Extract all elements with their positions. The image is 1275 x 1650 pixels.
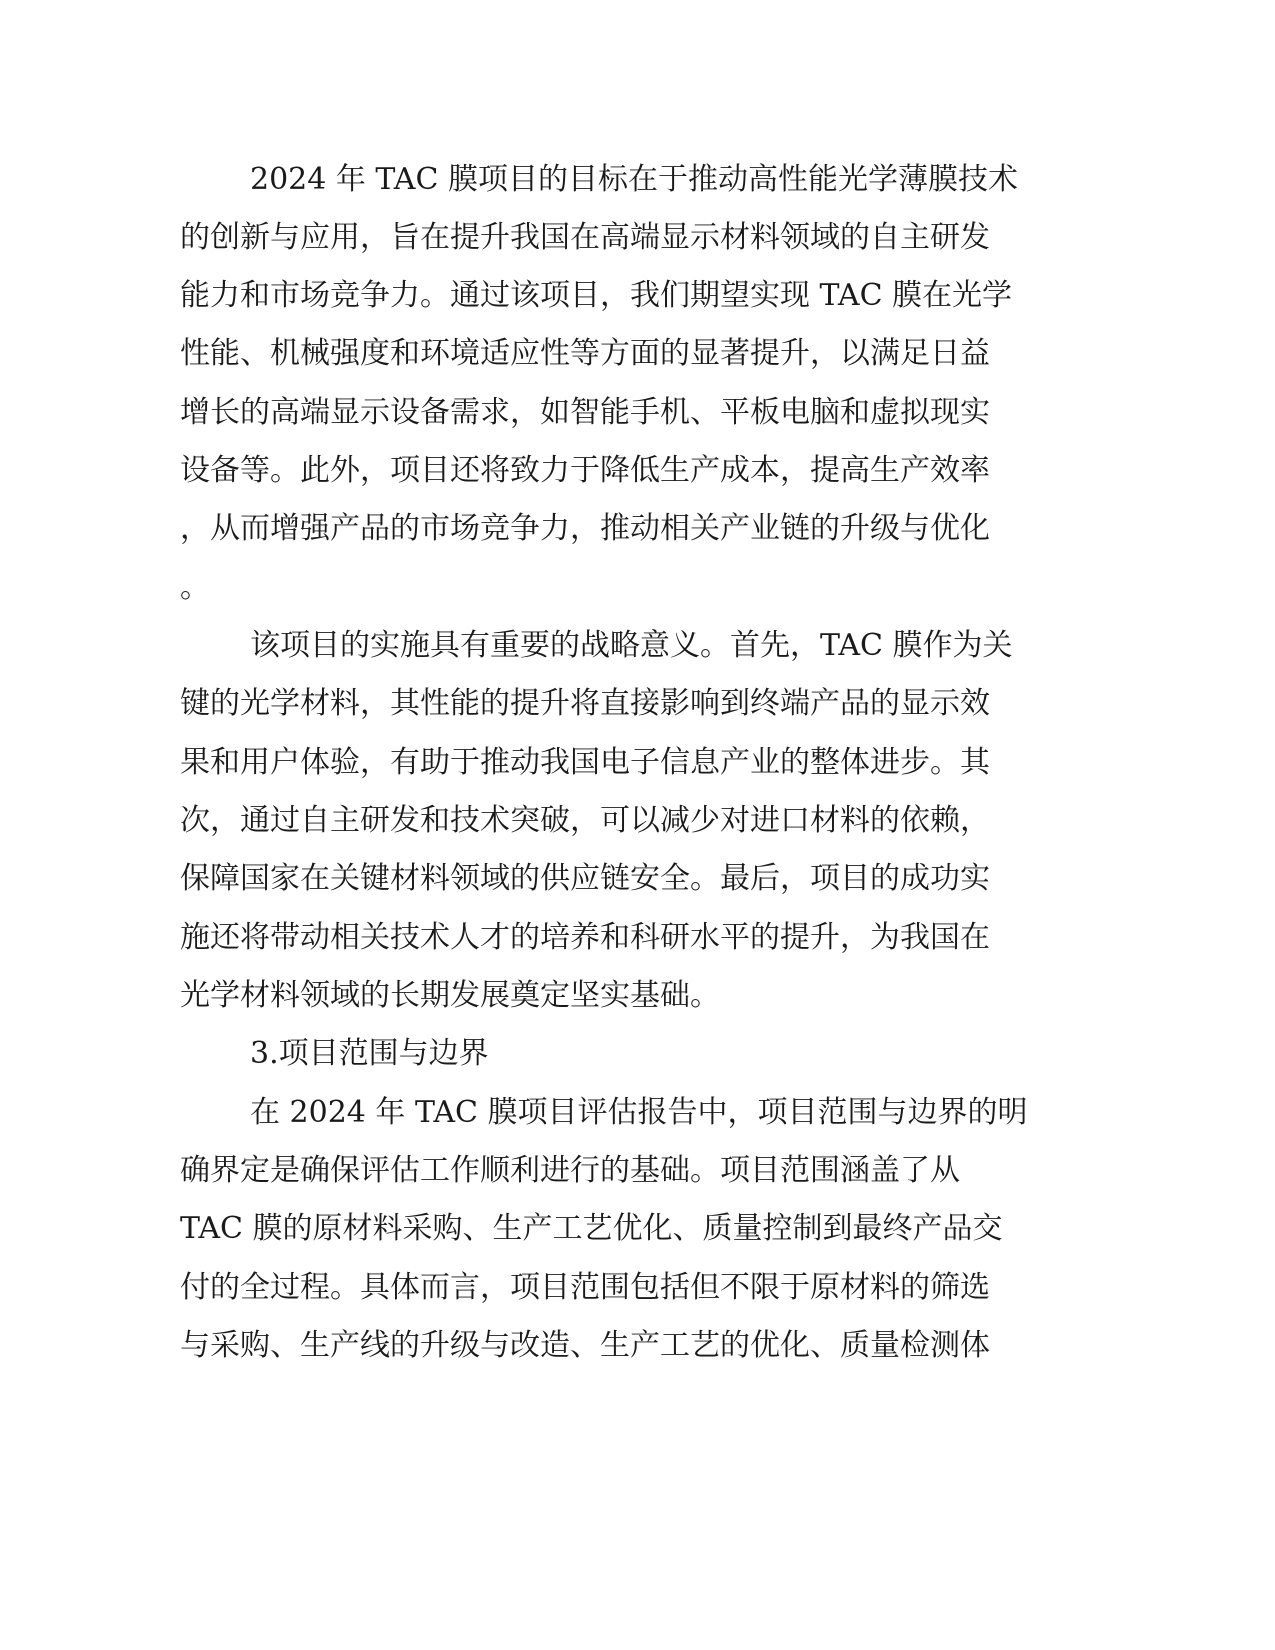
text-line: 设备等。此外，项目还将致力于降低生产成本，提高生产效率 — [180, 453, 990, 488]
text-line: 保障国家在关键材料领域的供应链安全。最后，项目的成功实 — [180, 861, 990, 896]
text-line: 。 — [180, 570, 210, 605]
text-line: 施还将带动相关技术人才的培养和科研水平的提升，为我国在 — [180, 920, 990, 955]
text-line: 次，通过自主研发和技术突破，可以减少对进口材料的依赖， — [180, 803, 990, 838]
text-line: 能力和市场竞争力。通过该项目，我们期望实现 TAC 膜在光学 — [180, 278, 1013, 313]
text-line: 性能、机械强度和环境适应性等方面的显著提升，以满足日益 — [180, 336, 990, 371]
text-line: 付的全过程。具体而言，项目范围包括但不限于原材料的筛选 — [180, 1270, 990, 1305]
text-line: TAC 膜的原材料采购、生产工艺优化、质量控制到最终产品交 — [180, 1211, 1003, 1246]
text-line: 果和用户体验，有助于推动我国电子信息产业的整体进步。其 — [180, 745, 990, 780]
text-line: 确界定是确保评估工作顺利进行的基础。项目范围涵盖了从 — [180, 1153, 960, 1188]
text-line: 在 2024 年 TAC 膜项目评估报告中，项目范围与边界的明 — [250, 1095, 1028, 1130]
text-line: 键的光学材料，其性能的提升将直接影响到终端产品的显示效 — [180, 686, 990, 721]
section-heading: 3.项目范围与边界 — [250, 1036, 489, 1071]
text-line: 增长的高端显示设备需求，如智能手机、平板电脑和虚拟现实 — [180, 395, 990, 430]
text-line: 光学材料领域的长期发展奠定坚实基础。 — [180, 978, 720, 1013]
text-line: 的创新与应用，旨在提升我国在高端显示材料领域的自主研发 — [180, 220, 990, 255]
text-line: ，从而增强产品的市场竞争力，推动相关产业链的升级与优化 — [180, 511, 990, 546]
text-line: 与采购、生产线的升级与改造、生产工艺的优化、质量检测体 — [180, 1328, 990, 1363]
text-line: 2024 年 TAC 膜项目的目标在于推动高性能光学薄膜技术 — [250, 162, 1018, 197]
text-line: 该项目的实施具有重要的战略意义。首先，TAC 膜作为关 — [250, 628, 1013, 663]
